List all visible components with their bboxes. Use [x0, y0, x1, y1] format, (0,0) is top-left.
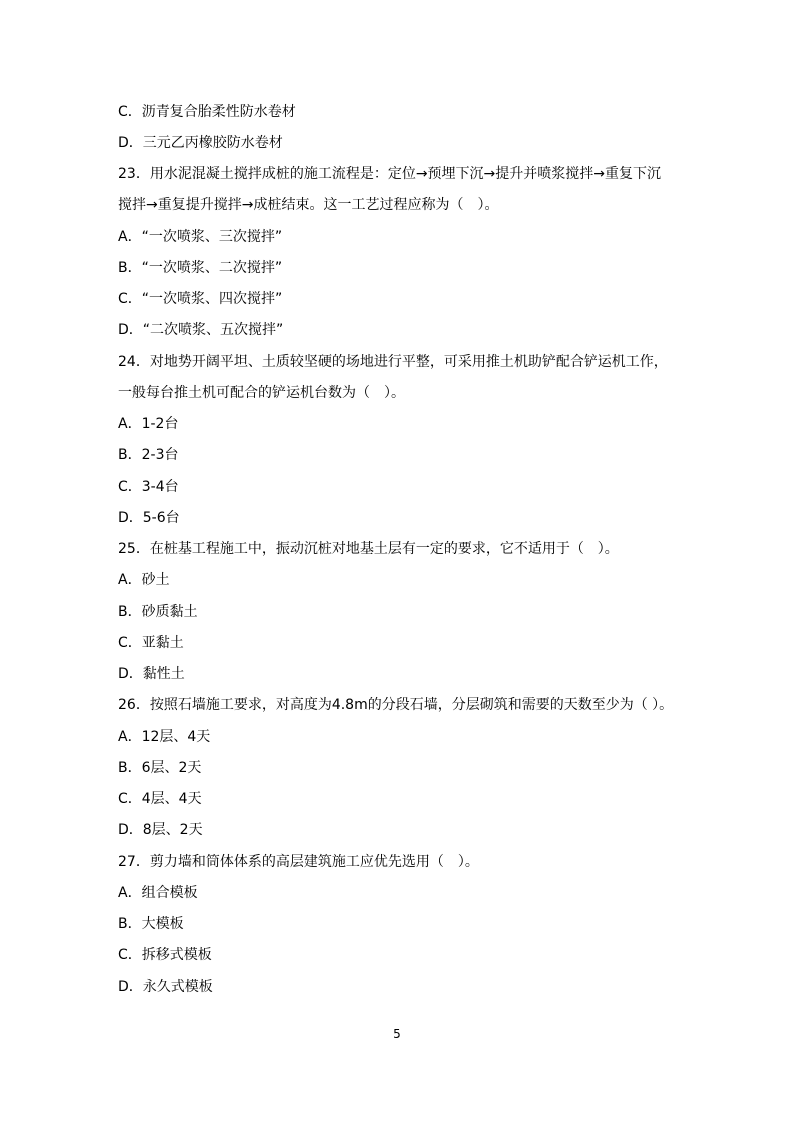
- option-24-a: A．1-2台: [118, 416, 179, 432]
- question-26: 26．按照石墙施工要求，对高度为4.8m的分段石墙，分层砌筑和需要的天数至少为（ ）。: [118, 697, 674, 713]
- page-number: 5: [393, 1027, 401, 1041]
- option-23-b: B．“一次喷浆、二次搅拌”: [118, 260, 283, 276]
- option-23-a: A．“一次喷浆、三次搅拌”: [118, 229, 283, 245]
- option-24-c: C．3-4台: [118, 479, 179, 495]
- option-22-c: C．沥青复合胎柔性防水卷材: [118, 104, 296, 120]
- question-23-line-1: 23．用水泥混凝土搅拌成桩的施工流程是：定位→预埋下沉→提升并喷浆搅拌→重复下沉: [118, 166, 662, 182]
- question-24-line-2: 一般每台推土机可配合的铲运机台数为（ ）。: [118, 385, 405, 401]
- option-26-b: B．6层、2天: [118, 760, 202, 776]
- option-26-d: D．8层、2天: [118, 822, 203, 838]
- option-26-c: C．4层、4天: [118, 791, 202, 807]
- option-23-c: C．“一次喷浆、四次搅拌”: [118, 291, 283, 307]
- question-25: 25．在桩基工程施工中，振动沉桩对地基土层有一定的要求，它不适用于（ ）。: [118, 541, 619, 557]
- option-23-d: D．“二次喷浆、五次搅拌”: [118, 322, 284, 338]
- option-22-d: D．三元乙丙橡胶防水卷材: [118, 135, 283, 151]
- option-27-c: C．拆移式模板: [118, 947, 212, 963]
- option-24-b: B．2-3台: [118, 447, 179, 463]
- option-27-a: A．组合模板: [118, 885, 198, 901]
- option-24-d: D．5-6台: [118, 510, 180, 526]
- option-27-d: D．永久式模板: [118, 979, 213, 995]
- question-24-line-1: 24．对地势开阔平坦、土质较坚硬的场地进行平整，可采用推土机助铲配合铲运机工作，: [118, 354, 668, 370]
- option-25-c: C．亚黏土: [118, 635, 184, 651]
- question-27: 27．剪力墙和筒体体系的高层建筑施工应优先选用（ ）。: [118, 854, 479, 870]
- option-26-a: A．12层、4天: [118, 729, 211, 745]
- option-25-b: B．砂质黏土: [118, 604, 198, 620]
- option-25-d: D．黏性土: [118, 666, 185, 682]
- option-25-a: A．砂土: [118, 572, 170, 588]
- question-23-line-2: 搅拌→重复提升搅拌→成桩结束。这一工艺过程应称为（ ）。: [118, 197, 499, 213]
- option-27-b: B．大模板: [118, 916, 184, 932]
